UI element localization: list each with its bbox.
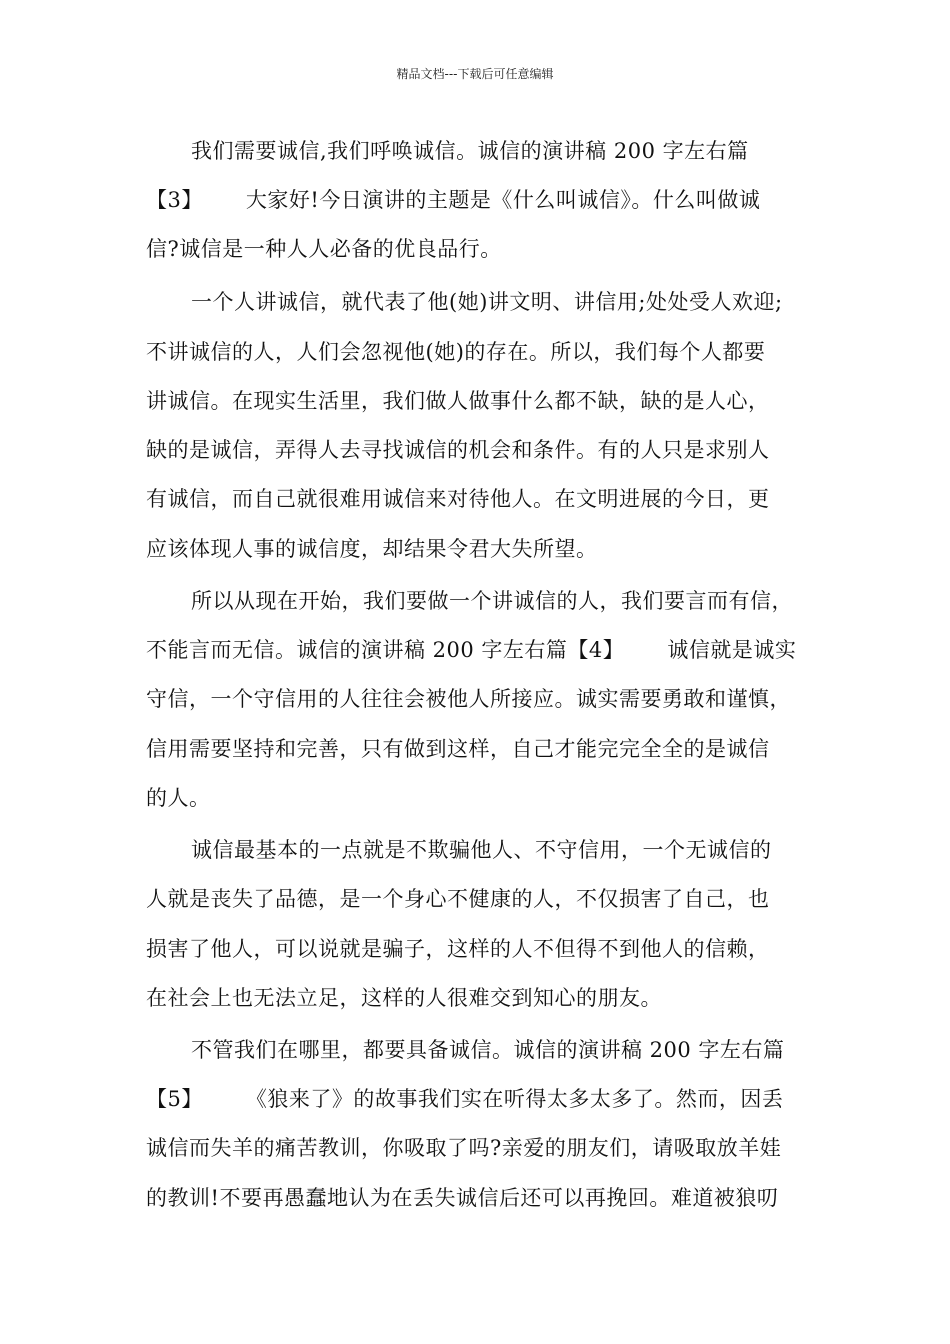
paragraph-line: 信用需要坚持和完善，只有做到这样，自己才能完完全全的是诚信 — [146, 737, 770, 761]
paragraph-line: 应该体现人事的诚信度，却结果令君大失所望。 — [146, 537, 598, 561]
paragraph-line: 讲诚信。在现实生活里，我们做人做事什么都不缺，缺的是人心， — [146, 389, 770, 413]
paragraph-line: 【3】 大家好!今日演讲的主题是《什么叫诚信》。什么叫做诚 — [146, 188, 761, 212]
paragraph-line: 信?诚信是一种人人必备的优良品行。 — [146, 237, 502, 261]
page-header: 精品文档---下载后可任意编辑 — [396, 67, 554, 81]
paragraph-line: 缺的是诚信，弄得人去寻找诚信的机会和条件。有的人只是求别人 — [146, 438, 770, 462]
paragraph-line: 守信，一个守信用的人往往会被他人所接应。诚实需要勇敢和谨慎， — [146, 687, 791, 711]
paragraph-line: 所以从现在开始，我们要做一个讲诚信的人，我们要言而有信， — [191, 589, 793, 613]
paragraph-line: 的教训!不要再愚蠢地认为在丢失诚信后还可以再挽回。难道被狼叨 — [146, 1186, 779, 1210]
paragraph-line: 不能言而无信。诚信的演讲稿 200 字左右篇【4】 诚信就是诚实 — [146, 638, 797, 662]
paragraph-line: 【5】 《狼来了》的故事我们实在听得太多太多了。然而，因丢 — [146, 1087, 784, 1111]
paragraph-line: 诚信最基本的一点就是不欺骗他人、不守信用，一个无诚信的 — [191, 838, 772, 862]
paragraph-line: 有诚信，而自己就很难用诚信来对待他人。在文明进展的今日，更 — [146, 487, 770, 511]
paragraph-line: 的人。 — [146, 786, 211, 810]
paragraph-line: 人就是丧失了品德，是一个身心不健康的人，不仅损害了自己，也 — [146, 887, 770, 911]
paragraph-line: 损害了他人，可以说就是骗子，这样的人不但得不到他人的信赖， — [146, 937, 770, 961]
paragraph-line: 一个人讲诚信，就代表了他(她)讲文明、讲信用;处处受人欢迎; — [191, 290, 783, 314]
paragraph-line: 不管我们在哪里，都要具备诚信。诚信的演讲稿 200 字左右篇 — [191, 1038, 785, 1062]
paragraph-line: 不讲诚信的人，人们会忽视他(她)的存在。所以，我们每个人都要 — [146, 340, 766, 364]
paragraph-line: 我们需要诚信,我们呼唤诚信。诚信的演讲稿 200 字左右篇 — [191, 139, 749, 163]
paragraph-line: 在社会上也无法立足，这样的人很难交到知心的朋友。 — [146, 986, 662, 1010]
paragraph-line: 诚信而失羊的痛苦教训，你吸取了吗?亲爱的朋友们，请吸取放羊娃 — [146, 1136, 782, 1160]
